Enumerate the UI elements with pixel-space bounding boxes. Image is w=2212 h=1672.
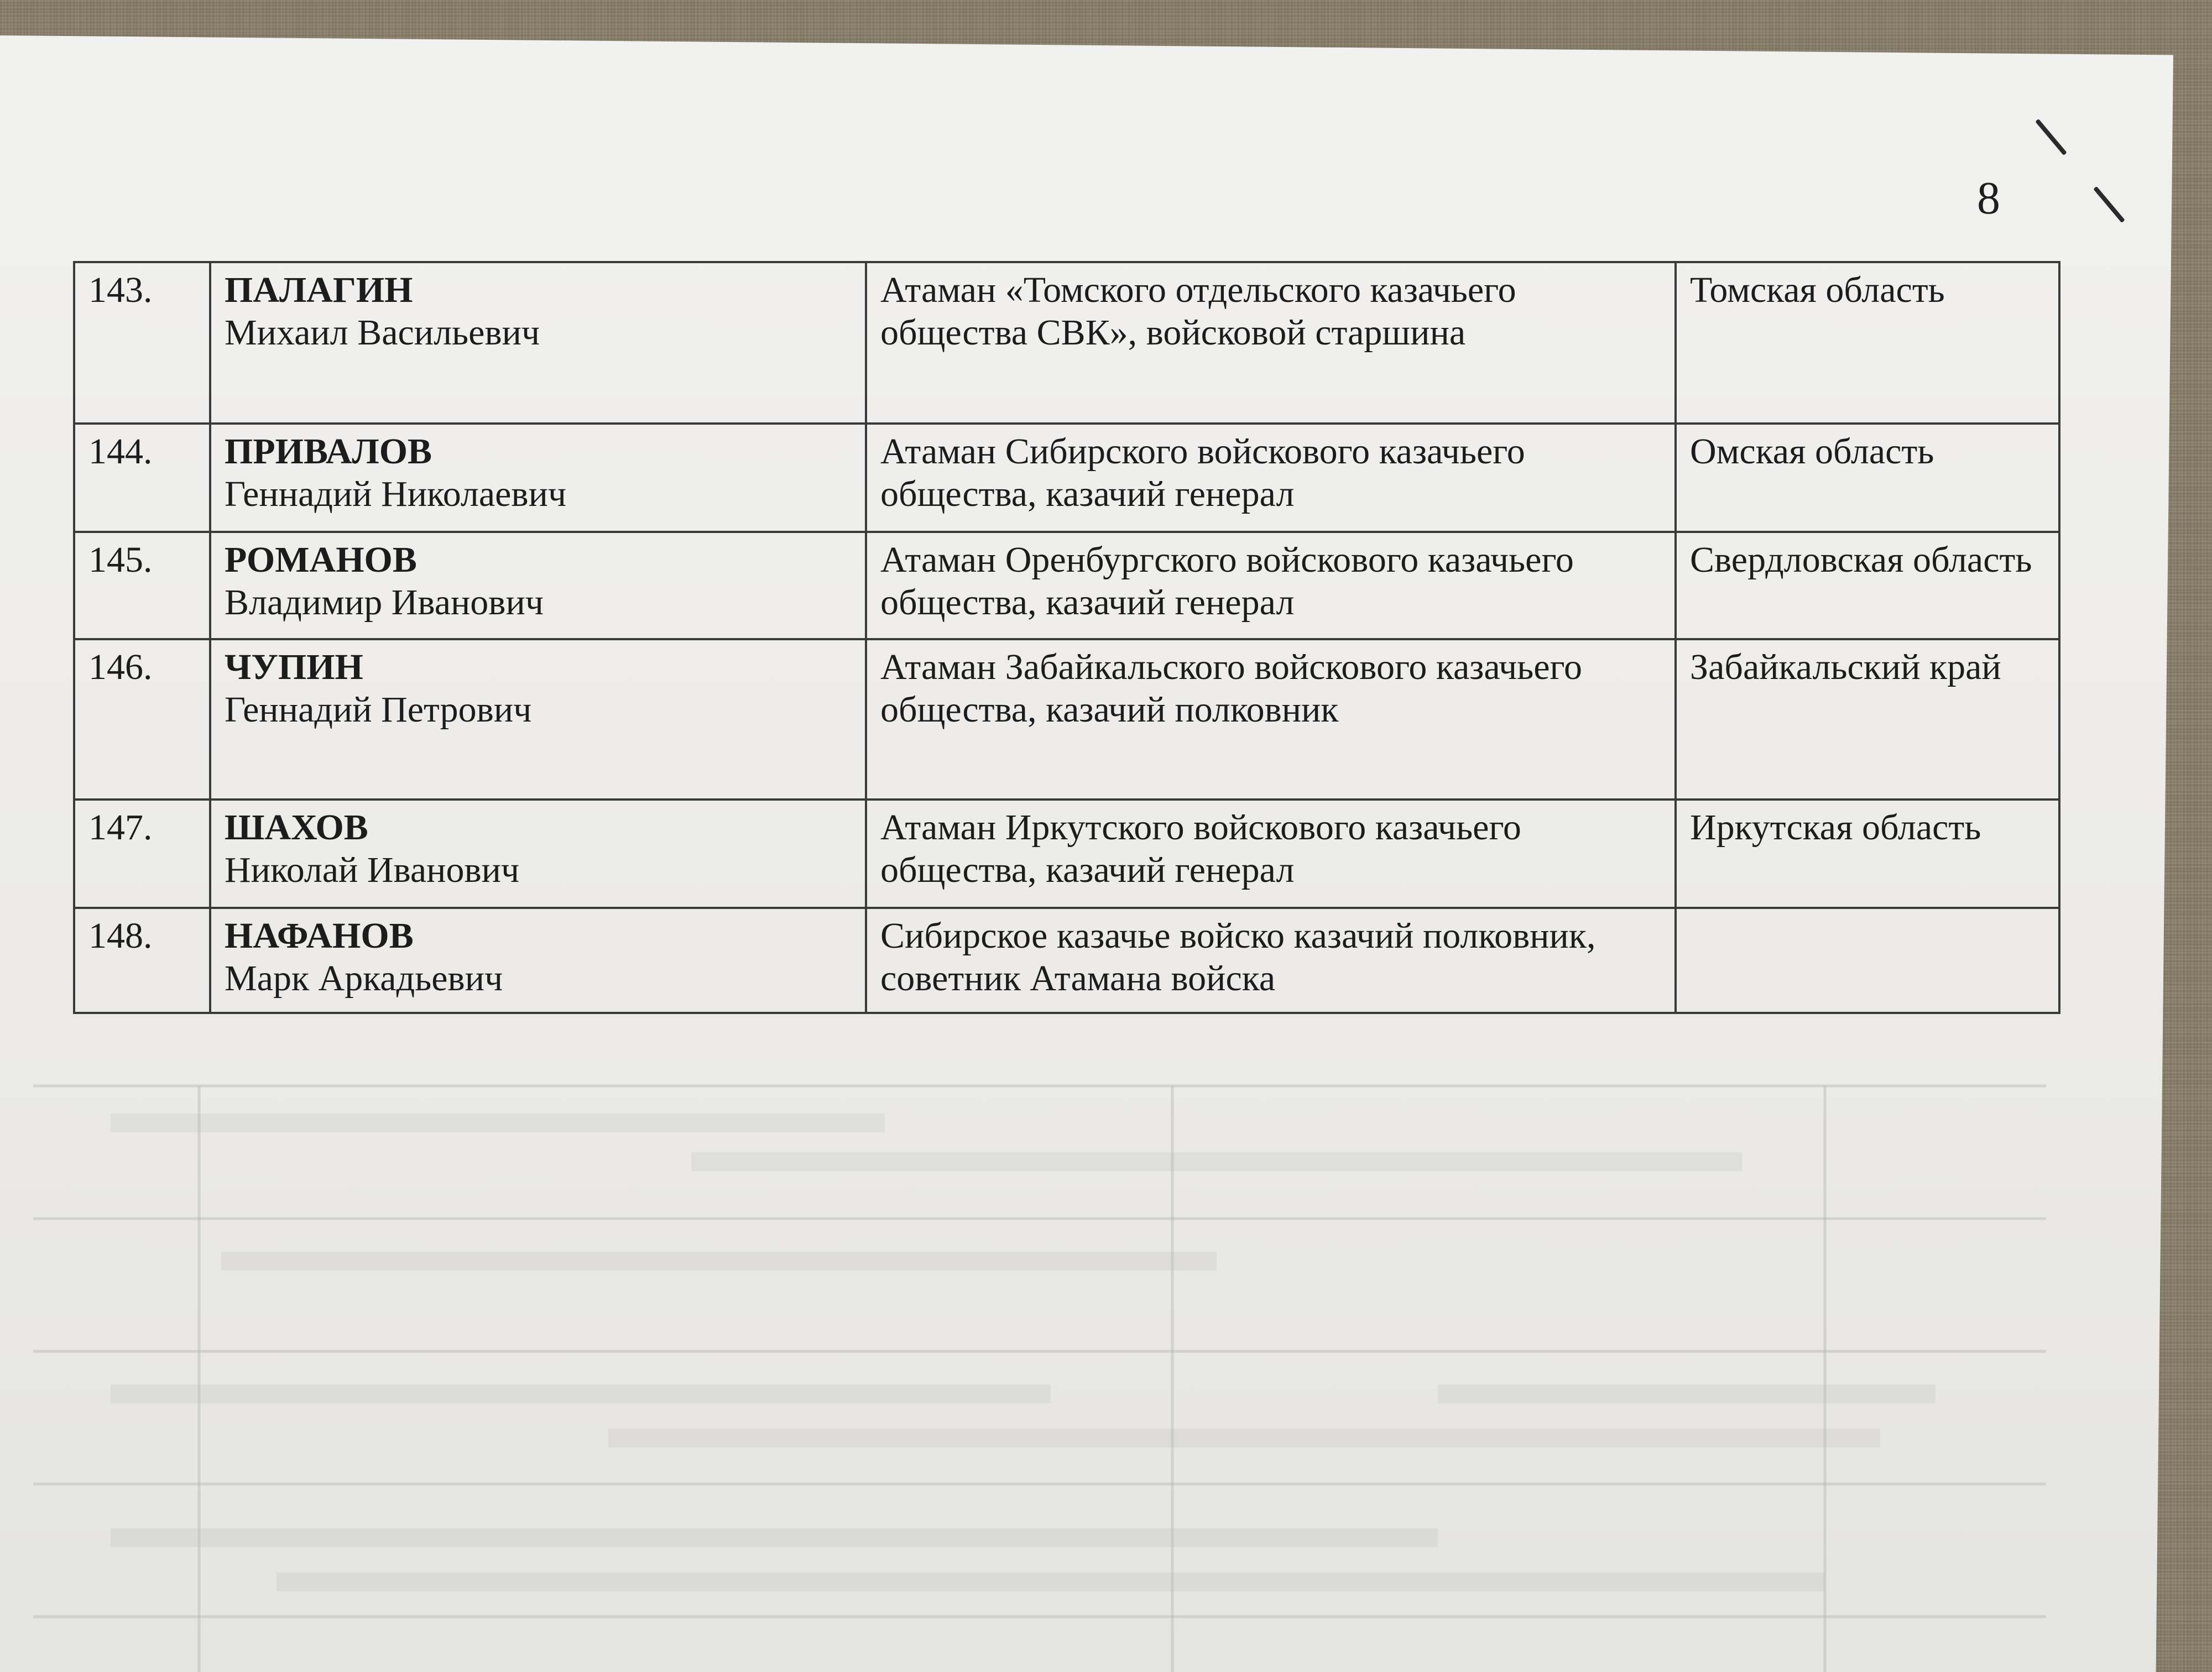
given-names: Геннадий Петрович: [225, 689, 532, 730]
person-name-cell: [210, 424, 866, 532]
surname: ШАХОВ: [225, 807, 368, 848]
page-number: 8: [1977, 173, 2000, 224]
person-name-cell: [210, 908, 866, 1013]
row-number: 143.: [74, 262, 210, 424]
person-name-cell: [210, 800, 866, 908]
surname: РОМАНОВ: [225, 540, 417, 580]
given-names: Владимир Иванович: [225, 582, 544, 623]
region-cell: Омская область: [1676, 424, 2059, 532]
position-cell: Атаман Забайкальского войскового казачьего общества, казачий полковник: [866, 639, 1676, 800]
row-number: 148.: [74, 908, 210, 1013]
table-row: [74, 532, 2059, 639]
position-cell: Сибирское казачье войско казачий полковник, советник Атамана войска: [866, 908, 1676, 1013]
region-cell: [1676, 908, 2059, 1013]
row-number: 145.: [74, 532, 210, 639]
given-names: Михаил Васильевич: [225, 312, 540, 353]
roster-body: [74, 262, 2059, 1013]
position-cell: Атаман Иркутского войскового казачьего общества, казачий генерал: [866, 800, 1676, 908]
surname: ПРИВАЛОВ: [225, 431, 432, 472]
surname: НАФАНОВ: [225, 916, 414, 956]
given-names: Марк Аркадьевич: [225, 958, 503, 999]
table-row: [74, 908, 2059, 1013]
given-names: Геннадий Николаевич: [225, 474, 567, 515]
row-number: 144.: [74, 424, 210, 532]
position-cell: Атаман Сибирского войскового казачьего общества, казачий генерал: [866, 424, 1676, 532]
person-name-cell: [210, 262, 866, 424]
row-number: 147.: [74, 800, 210, 908]
table-row: [74, 424, 2059, 532]
given-names: Николай Иванович: [225, 850, 520, 891]
roster-table: [73, 261, 2060, 1014]
surname: ЧУПИН: [225, 647, 363, 687]
position-cell: Атаман «Томского отдельского казачьего общества СВК», войсковой старшина: [866, 262, 1676, 424]
region-cell: Иркутская область: [1676, 800, 2059, 908]
region-cell: Свердловская область: [1676, 532, 2059, 639]
person-name-cell: [210, 532, 866, 639]
position-cell: Атаман Оренбургского войскового казачьего общества, казачий генерал: [866, 532, 1676, 639]
table-row: [74, 639, 2059, 800]
surname: ПАЛАГИН: [225, 270, 413, 310]
row-number: 146.: [74, 639, 210, 800]
table-row: [74, 800, 2059, 908]
table-row: [74, 262, 2059, 424]
region-cell: Забайкальский край: [1676, 639, 2059, 800]
region-cell: Томская область: [1676, 262, 2059, 424]
person-name-cell: [210, 639, 866, 800]
